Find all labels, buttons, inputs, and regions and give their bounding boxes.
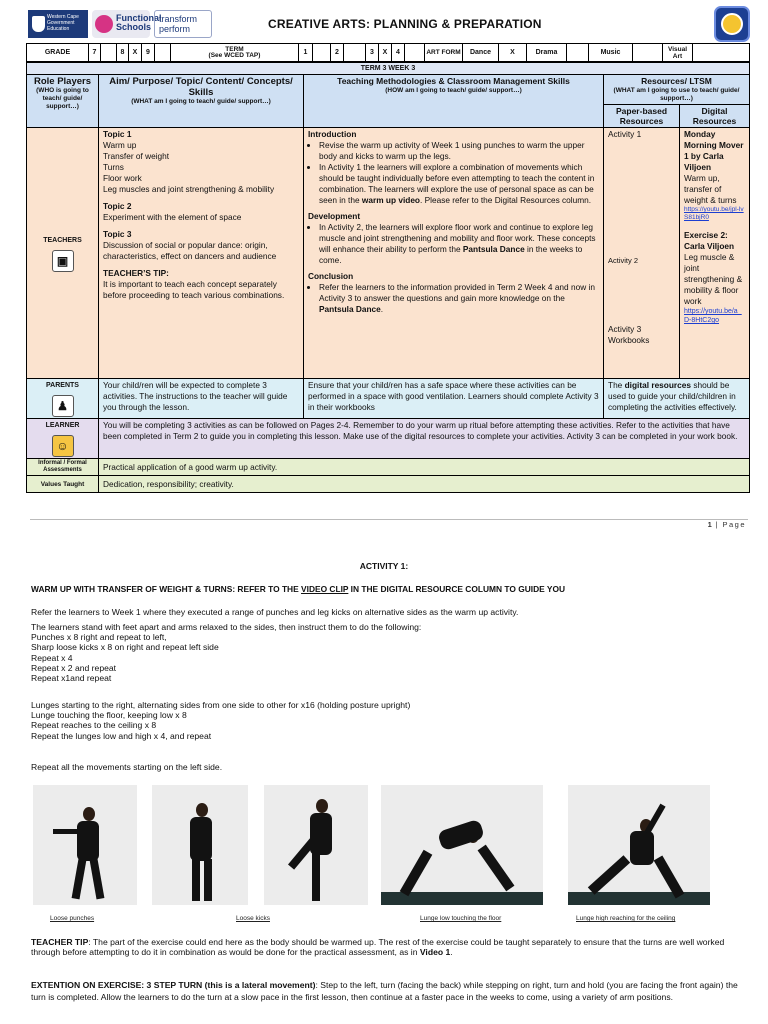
method-title: Teaching Methodologies & Classroom Management Skills [337, 76, 570, 86]
visual-art-label: Visual Art [663, 44, 693, 62]
role-players-title: Role Players [33, 76, 92, 87]
lunge-step: Lunges starting to the right, alternating sides from one side to other for x16 (holding posture upright) [31, 700, 411, 710]
dancer-head [83, 807, 95, 821]
learner-text: You will be completing 3 activities as can be followed on Pages 2-4. Remember to do your warm up ritual before attempting these activities. Refer to the activities that have been completed in Term 2 to guide you in completing this lesson. Make use of the digital resources to complete your activities. Activity 3 can be completed in your work book. [99, 419, 750, 459]
teacher-tip-paragraph [31, 937, 739, 957]
resources-title: Resources/ LTSM [641, 76, 712, 86]
pantsula-ref: Pantsula Dance [462, 244, 525, 254]
dancer-torso [630, 831, 654, 865]
term-1: 1 [299, 44, 313, 62]
lunge-step: Repeat the lunges low and high x 4, and repeat [31, 730, 212, 741]
intro-text-end: . Please refer to the Digital Resources column. [420, 195, 592, 205]
aim-header [99, 75, 304, 128]
video-clip-ref: VIDEO CLIP [301, 584, 349, 594]
resources-sub: (WHAT am I going to use to teach/ guide/ support…) [613, 87, 740, 102]
term-3-mark: X [379, 44, 392, 62]
term-3: 3 [366, 44, 379, 62]
wced-logo-text: Western Cape Government Education [47, 14, 79, 32]
dancer-torso [437, 819, 485, 852]
topic1-line: Transfer of weight [103, 151, 170, 161]
teachers-digital-resources [680, 128, 750, 379]
dancer-leg [312, 853, 320, 901]
development-list [308, 222, 599, 266]
parents-icon: ♟ [52, 395, 74, 417]
dancer-arm [53, 829, 83, 834]
document-title: CREATIVE ARTS: PLANNING & PREPARATION [268, 17, 542, 31]
functional-schools-text: Functional Schools [116, 13, 162, 32]
activity-sub-b: : REFER TO THE [232, 584, 302, 594]
conclusion-title: Conclusion [308, 271, 354, 281]
pantsula-ref: Pantsula Dance [319, 304, 381, 314]
grade-8: 8 [117, 44, 129, 62]
parents-res-text-end: should be used to guide your child/children in completing the activities effectively. [608, 380, 737, 412]
role-players-sub: (WHO is going to teach/ guide/ support…) [36, 87, 89, 110]
lunge-instructions [31, 700, 739, 741]
dancer-torso [190, 817, 212, 861]
photo-lunge-high [568, 785, 710, 905]
transform-perform-logo [154, 10, 212, 38]
dancer-leg [478, 845, 515, 892]
dancer-torso [310, 813, 332, 855]
warmup-step: Sharp loose kicks x 8 on right and repeat left side [31, 642, 219, 653]
document-header [28, 6, 750, 44]
week-label: TERM 3 WEEK 3 [27, 63, 750, 75]
paper-resources-header: Paper-based Resources [604, 105, 680, 128]
teacher-icon: ▣ [52, 250, 74, 272]
teachers-method [304, 128, 604, 379]
parents-res-text: The [608, 380, 625, 390]
grade-9: 9 [142, 44, 155, 62]
transform-perform-text: transform perform [159, 14, 198, 34]
teachers-aim [99, 128, 304, 379]
activity-sub-d: IN THE DIGITAL RESOURCE COLUMN TO GUIDE YOU [348, 584, 566, 594]
dancer-leg [588, 855, 630, 895]
term-4-mark [405, 44, 425, 62]
video-link-2[interactable]: https://youtu.be/a_D-8HtC2go [684, 308, 742, 324]
badge-ring [721, 13, 743, 35]
term-2-mark [344, 44, 366, 62]
paper-workbooks: Workbooks [608, 335, 650, 345]
term-4: 4 [392, 44, 405, 62]
topic3-text: Discussion of social or popular dance: origin, characteristics, effect on dancers and audience [103, 240, 277, 261]
photo-kick [264, 785, 368, 905]
intro-bullet [319, 162, 599, 206]
aim-sub: (WHAT am I going to teach/ guide/ support…) [131, 98, 271, 105]
teacher-tip-end: . [450, 947, 453, 958]
page-sep: | [711, 520, 723, 529]
paper-activity-2: Activity 2 [608, 256, 639, 265]
topic1-line: Floor work [103, 173, 142, 183]
photo-loose-punches [33, 785, 137, 905]
grade-7: 7 [89, 44, 101, 62]
values-label: Values Taught [27, 476, 99, 493]
development-bullet [319, 222, 599, 266]
resources-header [604, 75, 750, 105]
yoga-mat [568, 892, 710, 905]
activity-para-b: The learners stand with feet apart and arms relaxed to the sides, then instruct them to do the following: [31, 622, 422, 632]
digital-desc-2: Leg muscle & joint strengthening & mobility & floor work [684, 252, 743, 306]
teachers-role [27, 128, 99, 379]
term-label-text: TERM [225, 45, 244, 53]
dancer-leg [72, 859, 87, 900]
parents-aim: Your child/ren will be expected to complete 3 activities. The instructions to the teacher will guide you through the lesson. [99, 379, 304, 419]
dance-mark: X [499, 44, 527, 62]
photo-loose-kicks [152, 785, 248, 905]
parents-resources [604, 379, 750, 419]
activity-sub-a: WARM UP WITH TRANSFER OF WEIGHT & TURNS [31, 584, 233, 594]
teacher-tip-body: : The part of the exercise could end here as the body should be warmed up. The rest of the exercise could be taught separately to ensure that the turns are well worked through before attempting to do it in combination as would be done for the practical assessment, as in [31, 937, 725, 958]
dancer-leg [192, 859, 200, 901]
topic2-text: Experiment with the element of space [103, 212, 242, 222]
teacher-tip-title: TEACHER’S TIP: [103, 268, 169, 278]
drama-label: Drama [527, 44, 567, 62]
assessment-label: Informal / Formal Assessments [27, 459, 99, 476]
warmup-step: Repeat x1and repeat [31, 673, 112, 684]
topic1-title: Topic 1 [103, 129, 132, 139]
caption-lunge-low: Lunge low touching the floor [420, 915, 502, 922]
topic1-line: Turns [103, 162, 124, 172]
term-2: 2 [331, 44, 344, 62]
teachers-paper-resources [604, 128, 680, 379]
wced-logo [28, 10, 88, 38]
activity-subheading [31, 584, 739, 594]
photo-lunge-low [381, 785, 543, 905]
assessment-text: Practical application of a good warm up activity. [99, 459, 750, 476]
development-text: In Activity 2, the learners will explore floor work and continue to explore leg muscle and joint strengthening and mobility and floor work. These concepts will enhance their ability to perform the [319, 222, 596, 254]
page-number [708, 520, 746, 529]
warm-up-video-ref: warm up video [361, 195, 420, 205]
music-label: Music [589, 44, 633, 62]
learner-icon: ☺ [52, 435, 74, 457]
drama-mark [567, 44, 589, 62]
functional-schools-logo [92, 10, 162, 38]
parents-label: PARENTS [46, 382, 79, 389]
lunge-step: Lunge touching the floor, keeping low x 8 [31, 710, 187, 721]
term-sub-text: (See WCED TAP) [208, 51, 261, 59]
extension-label: EXTENTION ON EXERCISE: 3 STEP TURN (this is a lateral movement) [31, 980, 316, 990]
intro-list [308, 140, 599, 206]
dancer-leg [400, 850, 433, 897]
digital-title-1: Monday Morning Mover 1 by Carla Viljoen [684, 129, 744, 172]
parents-method: Ensure that your child/ren has a safe space where these activities can be performed in a space with good ventilation. Learners should complete Activity 3 in their workbooks [304, 379, 604, 419]
dance-label: Dance [463, 44, 499, 62]
digital-desc-1: Warm up, transfer of weight & turns [684, 173, 737, 205]
intro-text: In Activity 1 the learners will explore a combination of movements which should be taught individually before even attempting to teach the content in combination. The learners will explore the use of personal space as can be seen in the [319, 162, 595, 205]
art-form-label: ART FORM [425, 44, 463, 62]
topic3-title: Topic 3 [103, 229, 132, 239]
paper-activity-1: Activity 1 [608, 129, 642, 139]
repeat-left-text: Repeat all the movements starting on the left side. [31, 762, 223, 772]
intro-title: Introduction [308, 129, 357, 139]
teacher-tip-label: TEACHER TIP [31, 937, 89, 947]
grade-9-mark [155, 44, 171, 62]
warmup-step: Punches x 8 right and repeat to left, [31, 632, 167, 643]
digital-title-2: Exercise 2: Carla Viljoen [684, 230, 735, 251]
topic1-line: Warm up [103, 140, 137, 150]
dancer-head [196, 803, 208, 817]
grade-7-mark [101, 44, 117, 62]
term-1-mark [313, 44, 331, 62]
topic2-title: Topic 2 [103, 201, 132, 211]
conclusion-text: Refer the learners to the information provided in Term 2 Week 4 and now in Activity 3 to answer the questions and gain more knowledge on the [319, 282, 595, 303]
visual-art-mark [693, 44, 750, 62]
intro-bullet: • Revise the warm up activity of Week 1 using punches to warm the upper body and kicks to warm up the legs. [319, 140, 599, 162]
caption-loose-kicks: Loose kicks [236, 915, 270, 922]
music-mark [633, 44, 663, 62]
paper-activity-3: Activity 3 [608, 324, 642, 334]
page-num: 1 [707, 520, 712, 529]
warmup-step: Repeat x 2 and repeat [31, 662, 117, 673]
digital-resources-ref: digital resources [624, 380, 692, 390]
method-header [304, 75, 604, 128]
video-link-1[interactable]: https://youtu.be/jpl-lvS81bjR0 [684, 206, 744, 221]
quality-learning-badge-icon [714, 6, 750, 42]
dancer-leg [204, 859, 212, 901]
teacher-tip-text: It is important to teach each concept separately before proceeding to teach various combinations. [103, 279, 285, 300]
dancer-head [316, 799, 328, 813]
planning-table [26, 62, 750, 493]
page-word: Page [722, 520, 746, 529]
conclusion-text-end: . [380, 304, 384, 314]
dancer-leg [90, 859, 105, 900]
term-label [171, 44, 299, 62]
crest-icon [32, 16, 45, 32]
grade-8-mark: X [129, 44, 142, 62]
parents-role [27, 379, 99, 419]
digital-resources-header: Digital Resources [680, 105, 750, 128]
2020-badge-icon [95, 15, 113, 33]
teachers-label: TEACHERS [43, 236, 82, 244]
lunge-step: Repeat reaches to the ceiling x 8 [31, 720, 157, 731]
aim-title: Aim/ Purpose/ Topic/ Content/ Concepts/ Skills [109, 76, 293, 98]
learner-role [27, 419, 99, 459]
topic1-line: Leg muscles and joint strengthening & mobility [103, 184, 275, 194]
video-1-ref: Video 1 [419, 947, 451, 958]
development-title: Development [308, 211, 361, 221]
dancer-torso [77, 821, 99, 861]
extension-body: : Step to the left, turn (facing the back) while stepping on right, turn and hold (you are facing the front again) the turn is completed. Allow the learners to do the turn at a slow pace in the first lesson, then continue at a faster pace in the weeks to come, using a variety of arm positions. [31, 980, 738, 1002]
conclusion-bullet [319, 282, 599, 315]
method-sub: (HOW am I going to teach/ guide/ support…) [385, 87, 522, 94]
values-text: Dedication, responsibility; creativity. [99, 476, 750, 493]
activity-instructions [31, 622, 739, 683]
caption-lunge-high: Lunge high reaching for the ceiling [576, 915, 676, 922]
activity-heading: ACTIVITY 1: [359, 561, 409, 571]
development-text-end: in the weeks to come. [319, 244, 583, 265]
warmup-step: Repeat x 4 [31, 652, 73, 663]
role-players-header [27, 75, 99, 128]
activity-para: Refer the learners to Week 1 where they executed a range of punches and leg kicks on alternative sides as the warm up activity. [31, 607, 519, 617]
conclusion-list [308, 282, 599, 315]
extension-paragraph [31, 980, 739, 1003]
learner-label: LEARNER [45, 422, 80, 429]
grade-term-table [26, 43, 750, 62]
page-divider [30, 519, 748, 520]
caption-loose-punches: Loose punches [50, 915, 95, 922]
grade-label: GRADE [27, 44, 89, 62]
